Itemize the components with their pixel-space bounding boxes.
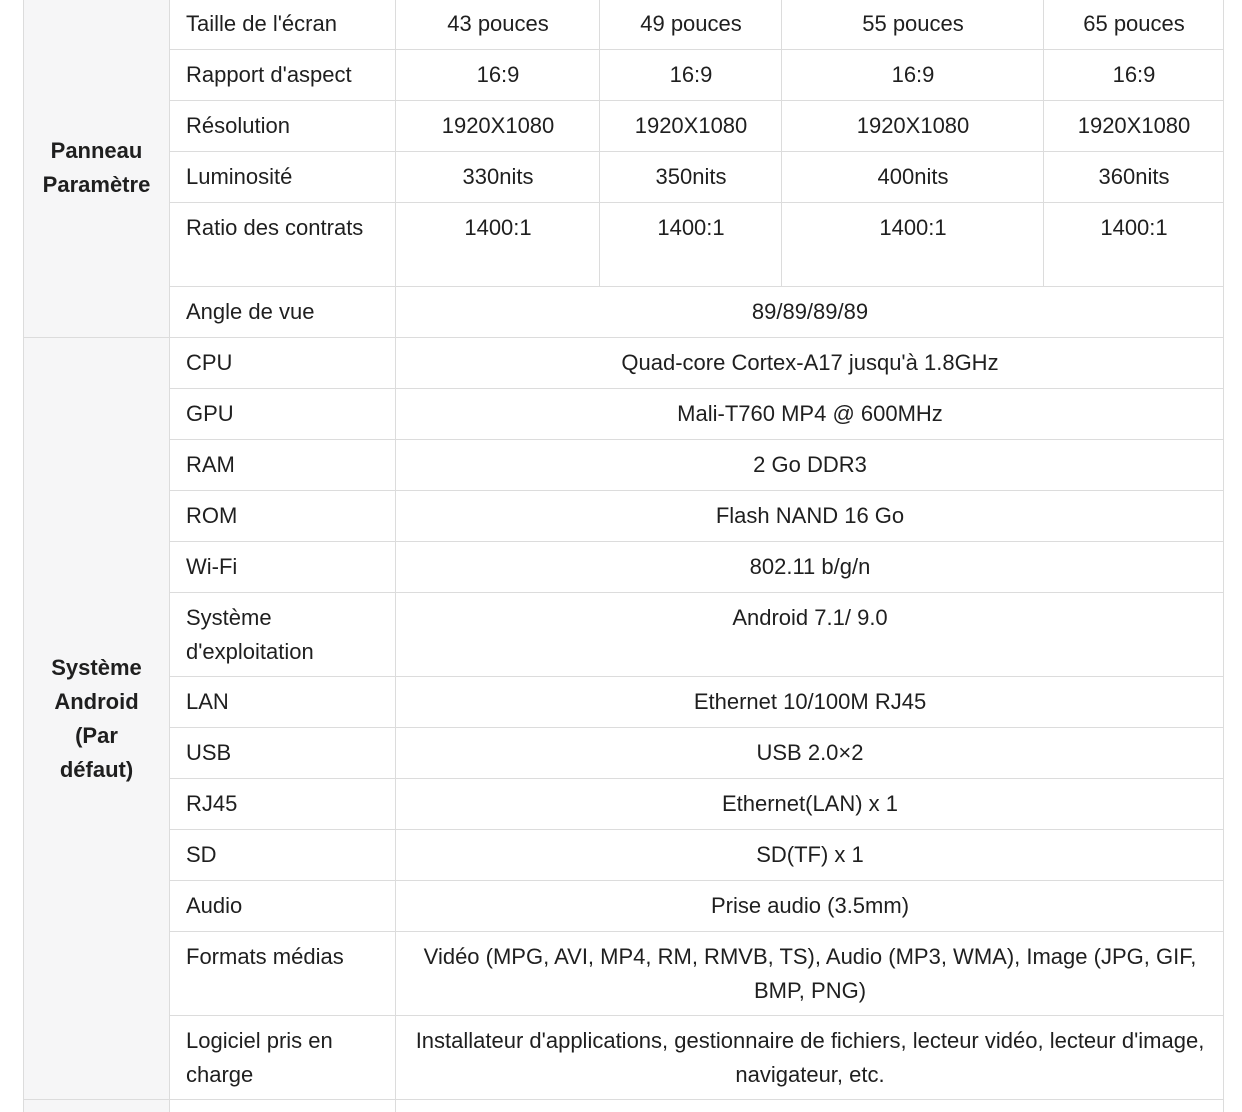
table-row <box>24 881 1224 932</box>
table-row <box>24 389 1224 440</box>
table-row <box>24 101 1224 152</box>
table-row <box>24 830 1224 881</box>
cell-value: Ethernet 10/100M RJ45 <box>396 677 1224 728</box>
row-label: CPU <box>170 338 396 389</box>
cell-value: Vidéo (MPG, AVI, MP4, RM, RMVB, TS), Audio (MP3, WMA), Image (JPG, GIF, BMP, PNG) <box>396 932 1224 1016</box>
table-row <box>24 932 1224 1016</box>
row-label: Wi-Fi <box>170 542 396 593</box>
cell-value: 1920X1080 <box>782 101 1044 152</box>
table-row <box>24 203 1224 287</box>
table-row-partial <box>24 1100 1224 1112</box>
cell-value: 1400:1 <box>396 203 600 287</box>
spec-table-container <box>23 0 1223 1112</box>
cell-value: 802.11 b/g/n <box>396 542 1224 593</box>
table-row <box>24 50 1224 101</box>
cell-value: 2 Go DDR3 <box>396 440 1224 491</box>
cell-value: 350nits <box>600 152 782 203</box>
row-label: Rapport d'aspect <box>170 50 396 101</box>
table-row <box>24 491 1224 542</box>
row-label: USB <box>170 728 396 779</box>
row-label: Luminosité <box>170 152 396 203</box>
table-row <box>24 152 1224 203</box>
cell-value: 65 pouces <box>1044 0 1224 50</box>
table-row <box>24 677 1224 728</box>
row-label: SD <box>170 830 396 881</box>
cell-value: 16:9 <box>782 50 1044 101</box>
row-label: Résolution <box>170 101 396 152</box>
cell-value: Ethernet(LAN) x 1 <box>396 779 1224 830</box>
table-row <box>24 542 1224 593</box>
table-row <box>24 287 1224 338</box>
cell-value: 360nits <box>1044 152 1224 203</box>
spec-table <box>23 0 1224 1112</box>
table-row <box>24 1016 1224 1100</box>
cell-value: SD(TF) x 1 <box>396 830 1224 881</box>
row-label: GPU <box>170 389 396 440</box>
cell-value: 55 pouces <box>782 0 1044 50</box>
cell-value: 400nits <box>782 152 1044 203</box>
table-row <box>24 593 1224 677</box>
cell-value: 1920X1080 <box>1044 101 1224 152</box>
row-label: Système d'exploitation <box>170 593 396 677</box>
cell-value: Prise audio (3.5mm) <box>396 881 1224 932</box>
cell-value: 1400:1 <box>1044 203 1224 287</box>
cell-value: USB 2.0×2 <box>396 728 1224 779</box>
cell-value: Mali-T760 MP4 @ 600MHz <box>396 389 1224 440</box>
cell-value: 1920X1080 <box>600 101 782 152</box>
cell-value: 16:9 <box>396 50 600 101</box>
table-row <box>24 338 1224 389</box>
cell-value: Android 7.1/ 9.0 <box>396 593 1224 677</box>
cell-value: 49 pouces <box>600 0 782 50</box>
cell-value: Quad-core Cortex-A17 jusqu'à 1.8GHz <box>396 338 1224 389</box>
cell-value: 43 pouces <box>396 0 600 50</box>
row-label: Angle de vue <box>170 287 396 338</box>
table-row <box>24 0 1224 50</box>
row-label: Ratio des contrats <box>170 203 396 287</box>
cell-value: 1920X1080 <box>396 101 600 152</box>
cell-value: 330nits <box>396 152 600 203</box>
cell-value: 89/89/89/89 <box>396 287 1224 338</box>
row-label: Logiciel pris en charge <box>170 1016 396 1100</box>
group-header-partial <box>24 1100 170 1112</box>
cell-value: Installateur d'applications, gestionnaire de fichiers, lecteur vidéo, lecteur d'image, navigateur, etc. <box>396 1016 1224 1100</box>
cell-value: 1400:1 <box>600 203 782 287</box>
cell-value: 16:9 <box>1044 50 1224 101</box>
table-row <box>24 440 1224 491</box>
row-label: ROM <box>170 491 396 542</box>
row-label: RJ45 <box>170 779 396 830</box>
table-row <box>24 728 1224 779</box>
cell-value: Flash NAND 16 Go <box>396 491 1224 542</box>
row-label: Audio <box>170 881 396 932</box>
row-label: Taille de l'écran <box>170 0 396 50</box>
cell-value-partial <box>396 1100 1224 1112</box>
group-header-android: Système Android (Par défaut) <box>24 338 170 1100</box>
group-header-panel: Panneau Paramètre <box>24 0 170 338</box>
cell-value: 1400:1 <box>782 203 1044 287</box>
table-row <box>24 779 1224 830</box>
row-label: LAN <box>170 677 396 728</box>
row-label: RAM <box>170 440 396 491</box>
row-label: Formats médias <box>170 932 396 1016</box>
cell-value: 16:9 <box>600 50 782 101</box>
row-label-partial <box>170 1100 396 1112</box>
